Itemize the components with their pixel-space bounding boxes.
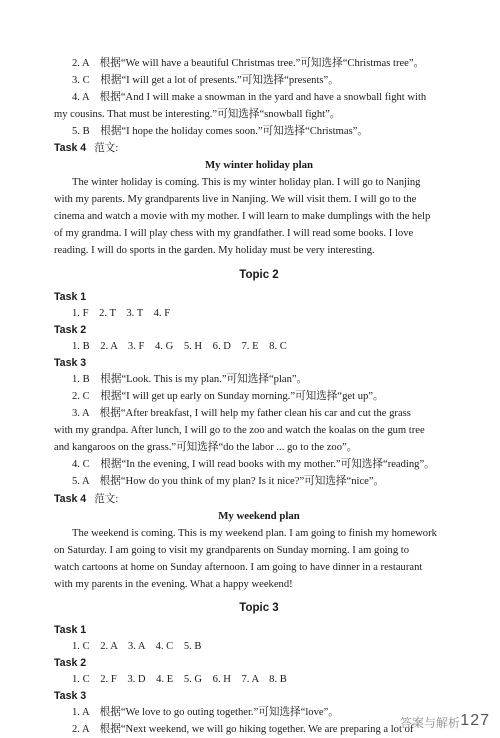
essay-line: with my parents in the evening. What a happy weekend! (54, 579, 293, 590)
model-essay-label: 范文: (94, 494, 119, 505)
answer-line: 2. A 根据“We will have a beautiful Christmas tree.”可知选择“Christmas tree”。 (72, 58, 425, 69)
answer-line: 3. C 根据“I will get a lot of presents.”可知选择“presents”。 (72, 75, 339, 86)
topic-3-heading: Topic 3 (239, 602, 279, 614)
answer-line: 1. F 2. T 3. T 4. F (72, 308, 171, 319)
answer-line: my cousins. That must be interesting.”可知选择“snowball fight”。 (54, 109, 341, 120)
task-1-heading: Task 1 (54, 624, 87, 636)
model-essay-label: 范文: (94, 143, 119, 154)
watermark-text: 答案与解析 (399, 716, 460, 730)
essay-line: The winter holiday is coming. This is my winter holiday plan. I will go to Nanjing (72, 177, 421, 188)
answer-line: 2. C 根据“I will get up early on Sunday morning.”可知选择“get up”。 (72, 391, 384, 402)
answer-line: with my grandpa. After lunch, I will go to the zoo and watch the koalas on the gum tree (54, 425, 425, 436)
essay-line: The weekend is coming. This is my weekend plan. I am going to finish my homework (72, 528, 437, 539)
task-3-heading: Task 3 (54, 690, 87, 702)
task-4-heading (54, 140, 118, 157)
essay-title: My weekend plan (218, 510, 300, 522)
task-label: Task 4 (54, 493, 87, 505)
answer-line: and kangaroos on the grass.”可知选择“do the labor ... go to the zoo”。 (54, 442, 358, 453)
answer-line: 5. A 根据“How do you think of my plan? Is it nice?”可知选择“nice”。 (72, 476, 385, 487)
essay-line: of my grandma. I will play chess with my grandfather. I will read some books. I love (54, 228, 414, 239)
answer-line: 5. B 根据“I hope the holiday comes soon.”可知选择“Christmas”。 (72, 126, 368, 137)
answer-line: 1. C 2. A 3. A 4. C 5. B (72, 641, 202, 652)
essay-line: cinema and watch a movie with my mother. I will learn to make dumplings with the help (54, 211, 431, 222)
task-2-heading: Task 2 (54, 657, 87, 669)
answer-line: 1. C 2. F 3. D 4. E 5. G 6. H 7. A 8. B (72, 674, 287, 685)
essay-title: My winter holiday plan (204, 159, 314, 171)
task-1-heading: Task 1 (54, 291, 87, 303)
answer-line: 4. A 根据“And I will make a snowman in the yard and have a snowball fight with (72, 92, 427, 103)
answer-line: 1. A 根据“We love to go outing together.”可知选择“love”。 (72, 707, 339, 718)
essay-line: on Saturday. I am going to visit my grandparents on Sunday morning. I am going to (54, 545, 410, 556)
task-label: Task 4 (54, 142, 87, 154)
topic-2-heading: Topic 2 (239, 269, 279, 281)
answer-line: 1. B 2. A 3. F 4. G 5. H 6. D 7. E 8. C (72, 341, 287, 352)
page-number: 127 (460, 712, 490, 729)
essay-line: reading. I will do sports in the garden. My holiday must be very interesting. (54, 245, 375, 256)
task-3-heading: Task 3 (54, 357, 87, 369)
answer-line: 1. B 根据“Look. This is my plan.”可知选择“plan”。 (72, 374, 308, 385)
essay-line: with my parents. My grandparents live in Nanjing. We will visit them. I will go to the (54, 194, 417, 205)
answer-line: 3. A 根据“After breakfast, I will help my father clean his car and cut the grass (72, 408, 411, 419)
essay-line: watch cartoons at home on Sunday afternoon. I am going to have dinner in a restaurant (54, 562, 423, 573)
answer-line: 4. C 根据“In the evening, I will read books with my mother.”可知选择“reading”。 (72, 459, 435, 470)
answer-line: 2. A 根据“Next weekend, we will go hiking together. We are preparing a lot of (72, 724, 414, 735)
task-4-heading (54, 491, 118, 508)
task-2-heading: Task 2 (54, 324, 87, 336)
